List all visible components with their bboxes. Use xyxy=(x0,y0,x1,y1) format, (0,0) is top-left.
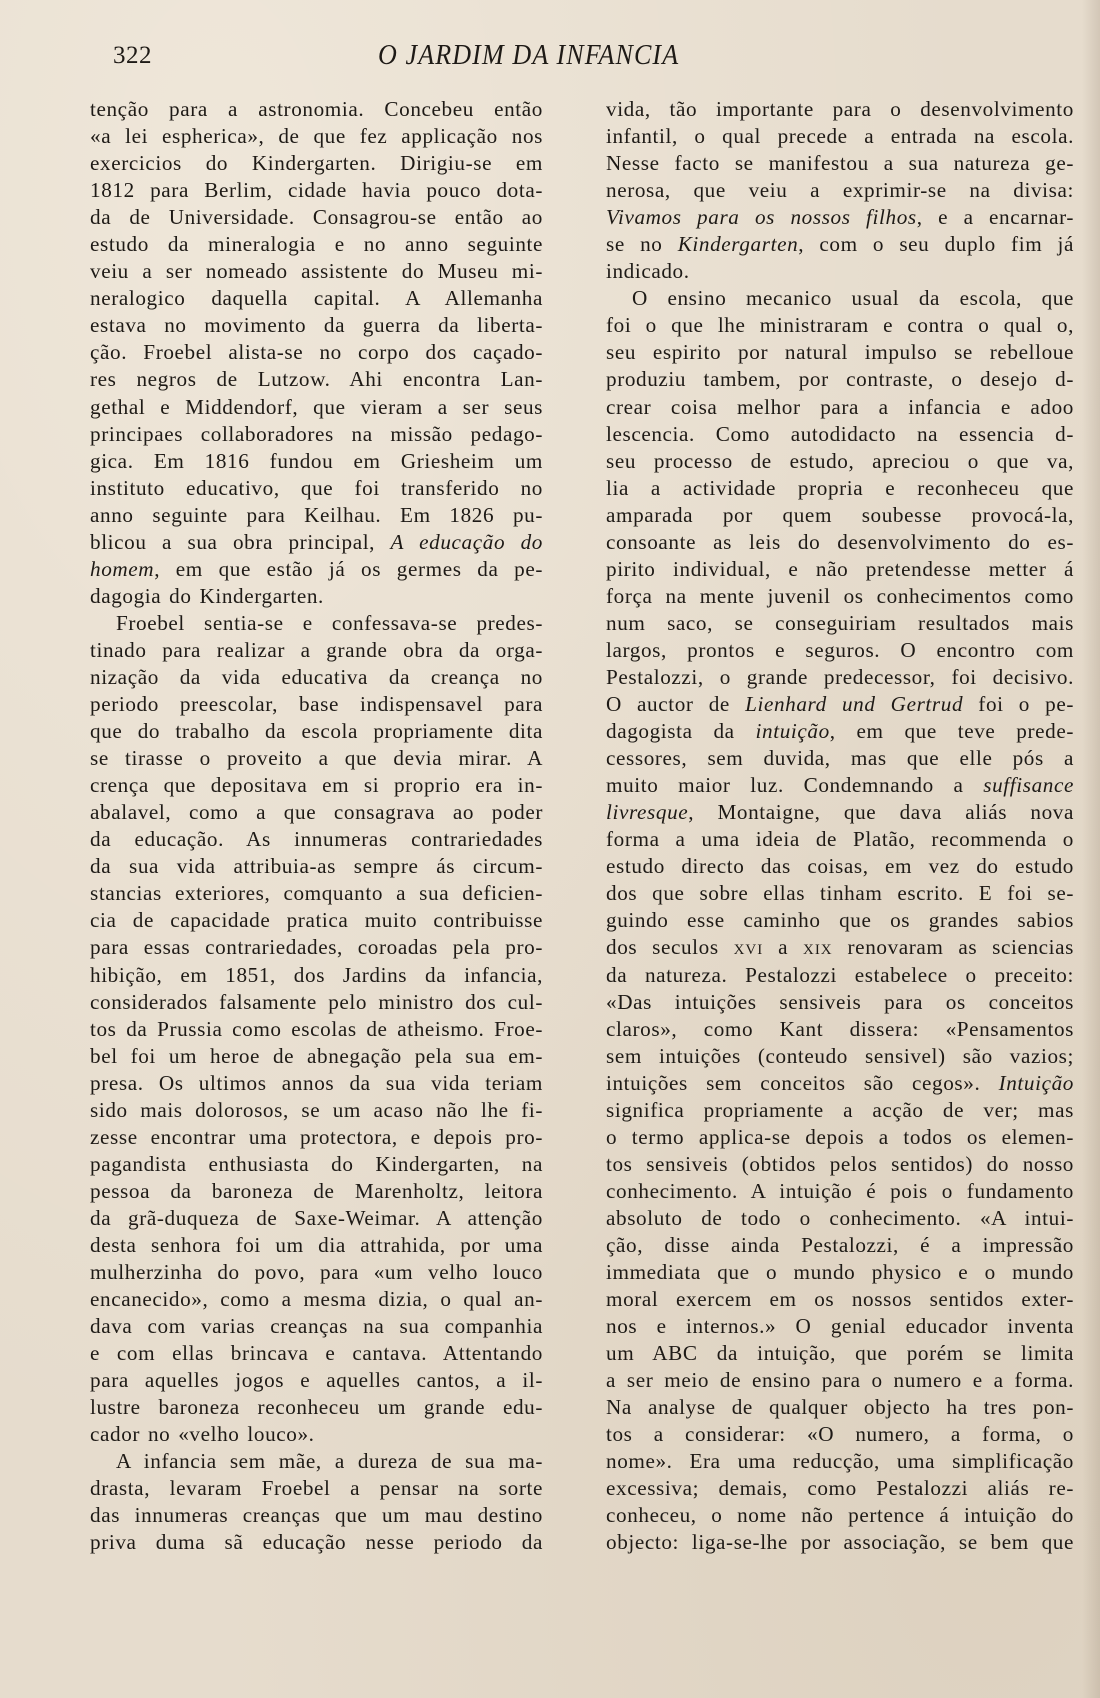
text-line: crear coisa melhor para a infancia e adoo xyxy=(606,394,1074,419)
text-line: crença que depositava em si proprio era in- xyxy=(90,773,543,798)
paragraph-start: O ensino mecanico usual da escola, que xyxy=(632,286,1074,311)
text-line: um ABC da intuição, que porém se limita xyxy=(606,1341,1074,1366)
text-line: anno seguinte para Keilhau. Em 1826 pu- xyxy=(90,502,543,527)
text-line: o termo applica-se depois a todos os elemen- xyxy=(606,1124,1074,1149)
text-run: muito maior luz. Condemnando a xyxy=(606,773,984,798)
text-line: priva duma sã educação nesse periodo da xyxy=(90,1530,543,1555)
text-line: veiu a ser nomeado assistente do Museu mi- xyxy=(90,259,543,284)
text-run: dos seculos xyxy=(606,935,734,960)
text-line: cador no «velho louco». xyxy=(90,1422,315,1447)
running-title: O JARDIM DA INFANCIA xyxy=(378,40,680,71)
text-line: nos e internos.» O genial educador inventa xyxy=(606,1314,1074,1339)
text-line: que do trabalho da escola propriamente dita xyxy=(90,719,543,744)
text-line: stancias exteriores, comquanto a sua deficien- xyxy=(90,881,543,906)
text-line: «Das intuições sensiveis para os conceitos xyxy=(606,989,1074,1014)
text-line: neralogico daquella capital. A Allemanha xyxy=(90,286,543,311)
text-line: nome». Era uma reducção, uma simplificação xyxy=(606,1449,1074,1474)
text-line: seu processo de estudo, apreciou o que va, xyxy=(606,448,1074,473)
text-run: O auctor de xyxy=(606,692,746,717)
text-line: largos, prontos e seguros. O encontro com xyxy=(606,637,1074,662)
text-line: lustre baroneza reconheceu um grande edu- xyxy=(90,1395,543,1420)
text-line: e com ellas brincava e cantava. Attentando xyxy=(90,1341,543,1366)
text-line: drasta, levaram Froebel a pensar na sorte xyxy=(90,1476,543,1501)
text-line xyxy=(606,799,1074,826)
text-line: mulherzinha do povo, para «um velho louco xyxy=(90,1260,543,1285)
text-line: nerosa, que veiu a exprimir-se na divisa: xyxy=(606,178,1074,203)
text-line xyxy=(606,772,1074,799)
text-line: estudo directo das coisas, em vez do estudo xyxy=(606,854,1074,879)
text-line xyxy=(90,529,543,556)
text-line: tinado para realizar a grande obra da orga- xyxy=(90,637,543,662)
text-line: estava no movimento da guerra da liberta- xyxy=(90,313,543,338)
paragraph-start: A infancia sem mãe, a dureza de sua ma- xyxy=(116,1449,543,1474)
text-line: da grã-duqueza de Saxe-Weimar. A attenção xyxy=(90,1205,543,1230)
term-italic: suffisance xyxy=(983,773,1074,798)
text-line: infantil, o qual precede a entrada na escola. xyxy=(606,124,1074,149)
text-line: principaes collaboradores na missão pedago- xyxy=(90,421,543,446)
text-line: das innumeras creanças que um mau destino xyxy=(90,1503,543,1528)
text-line: considerados falsamente pelo ministro dos cul- xyxy=(90,989,543,1014)
text-line xyxy=(606,204,1074,231)
text-line: instituto educativo, que foi transferido no xyxy=(90,475,543,500)
text-line: ção. Froebel alista-se no corpo dos caçado- xyxy=(90,340,543,365)
text-line: se tirasse o proveito a que devia mirar. A xyxy=(90,746,543,771)
text-line: pirito individual, e não pretendesse metter á xyxy=(606,556,1074,581)
text-line: para essas contrariedades, coroadas pela pro- xyxy=(90,935,543,960)
text-line: «a lei espherica», de que fez applicação nos xyxy=(90,124,543,149)
text-line: tos sensiveis (obtidos pelos sentidos) do nosso xyxy=(606,1151,1074,1176)
text-line xyxy=(90,556,543,583)
text-line: foi o que lhe ministraram e contra o qual o, xyxy=(606,313,1074,338)
text-line: num saco, se conseguiriam resultados mais xyxy=(606,610,1074,635)
text-line xyxy=(606,1070,1074,1097)
text-line: bel foi um heroe de abnegação pela sua em- xyxy=(90,1043,543,1068)
text-run: , e a encarnar- xyxy=(916,205,1074,230)
text-line: pessoa da baroneza de Marenholtz, leitora xyxy=(90,1178,543,1203)
text-run: blicou a sua obra principal, xyxy=(90,529,391,554)
text-line: periodo preescolar, base indispensavel para xyxy=(90,692,543,717)
text-line: dagogia do Kindergarten. xyxy=(90,583,324,608)
text-run: , em que estão já os germes da pe- xyxy=(154,556,543,581)
motto-italic: Vivamos para os nossos filhos xyxy=(606,205,917,230)
text-line: conheceu, o nome não pertence á intuição do xyxy=(606,1503,1074,1528)
text-line: lescencia. Como autodidacto na essencia d- xyxy=(606,421,1074,446)
text-line: para aquelles jogos e aquelles cantos, a il- xyxy=(90,1368,543,1393)
text-line: Nesse facto se manifestou a sua natureza ge- xyxy=(606,151,1074,176)
text-line: forma a uma ideia de Platão, recommenda o xyxy=(606,827,1074,852)
text-line: absoluto de todo o conhecimento. «A intui- xyxy=(606,1205,1074,1230)
text-line: moral exercem em os nossos sentidos exter- xyxy=(606,1287,1074,1312)
text-line xyxy=(606,934,1074,961)
text-line: tos a considerar: «O numero, a forma, o xyxy=(606,1422,1074,1447)
term-italic: livresque xyxy=(606,800,689,825)
text-line: gethal e Middendorf, que vieram a ser seus xyxy=(90,394,543,419)
text-line: res negros de Lutzow. Ahi encontra Lan- xyxy=(90,367,543,392)
text-line: Na analyse de qualquer objecto ha tres pon- xyxy=(606,1395,1074,1420)
text-line: força na mente juvenil os conhecimentos como xyxy=(606,583,1074,608)
text-line: desta senhora foi um dia attrahida, por uma xyxy=(90,1232,543,1257)
text-run: renovaram as sciencias xyxy=(832,935,1074,960)
text-line: sido mais dolorosos, se um acaso não lhe fi- xyxy=(90,1097,543,1122)
text-line: zesse encontrar uma protectora, e depois pro- xyxy=(90,1124,543,1149)
text-run: , em que teve prede- xyxy=(829,719,1075,744)
text-line: encanecido», como a mesma dizia, o qual an- xyxy=(90,1287,543,1312)
text-line: da natureza. Pestalozzi estabelece o preceito: xyxy=(606,962,1074,987)
text-line: immediata que o mundo physico e o mundo xyxy=(606,1260,1074,1285)
text-line xyxy=(606,718,1074,745)
text-line: guindo esse caminho que os grandes sabios xyxy=(606,908,1074,933)
text-line: Pestalozzi, o grande predecessor, foi decisivo. xyxy=(606,664,1074,689)
text-line: hibição, em 1851, dos Jardins da infancia, xyxy=(90,962,543,987)
text-run: intuições sem conceitos são cegos». xyxy=(606,1070,999,1095)
book-title-italic: homem xyxy=(90,556,155,581)
text-line: da sua vida attribuia-as sempre ás circum- xyxy=(90,854,543,879)
paragraph-start: Froebel sentia-se e confessava-se predes- xyxy=(116,610,543,635)
text-line: abalavel, como a que consagrava ao poder xyxy=(90,800,543,825)
text-line: nização da vida educativa da creança no xyxy=(90,664,543,689)
text-line: dos que sobre ellas tinham escrito. E foi se- xyxy=(606,881,1074,906)
text-line: 1812 para Berlim, cidade havia pouco dota- xyxy=(90,178,543,203)
text-line: seu espirito por natural impulso se rebelloue xyxy=(606,340,1074,365)
right-column xyxy=(606,96,1074,1557)
text-line: lia a actividade propria e reconheceu que xyxy=(606,475,1074,500)
text-line: da de Universidade. Consagrou-se então ao xyxy=(90,205,543,230)
text-run: foi o pe- xyxy=(963,692,1074,717)
text-line: vida, tão importante para o desenvolvimento xyxy=(606,97,1074,121)
book-title-italic: A educação do xyxy=(390,529,543,554)
text-line xyxy=(606,691,1074,718)
text-line: estudo da mineralogia e no anno seguinte xyxy=(90,232,543,257)
text-line: produziu tambem, por contraste, o desejo d- xyxy=(606,367,1074,392)
text-line: consoante as leis do desenvolvimento do es- xyxy=(606,529,1074,554)
text-run: , Montaigne, que dava aliás nova xyxy=(688,800,1074,825)
page-edge-shadow xyxy=(1082,0,1100,1698)
text-line xyxy=(606,231,1074,258)
text-line: significa propriamente a acção de ver; mas xyxy=(606,1097,1074,1122)
text-line: tenção para a astronomia. Concebeu então xyxy=(90,97,543,121)
text-line: tos da Prussia como escolas de atheismo. Froe- xyxy=(90,1016,543,1041)
text-line: dava com varias creanças na sua companhia xyxy=(90,1314,543,1339)
text-line: objecto: liga-se-lhe por associação, se bem que xyxy=(606,1530,1074,1555)
text-line: conhecimento. A intuição é pois o fundamento xyxy=(606,1178,1074,1203)
left-column xyxy=(90,96,543,1557)
roman-numeral: xvi xyxy=(733,935,764,960)
text-line: sem intuições (conteudo sensivel) são vazios; xyxy=(606,1043,1074,1068)
text-line: pagandista enthusiasta do Kindergarten, na xyxy=(90,1151,543,1176)
text-line: presa. Os ultimos annos da sua vida teriam xyxy=(90,1070,543,1095)
text-line: excessiva; demais, como Pestalozzi aliás re- xyxy=(606,1476,1074,1501)
text-line: da educação. As innumeras contrariedades xyxy=(90,827,543,852)
text-line: amparada por quem soubesse provocá-la, xyxy=(606,502,1074,527)
text-run: se no xyxy=(606,232,678,257)
text-line: cia de capacidade pratica muito contribuisse xyxy=(90,908,543,933)
text-line: ção, disse ainda Pestalozzi, é a impressão xyxy=(606,1232,1074,1257)
running-header xyxy=(0,38,1100,78)
text-line: indicado. xyxy=(606,259,690,284)
text-run: dagogista da xyxy=(606,719,756,744)
text-line: claros», como Kant dissera: «Pensamentos xyxy=(606,1016,1074,1041)
text-line: exercicios do Kindergarten. Dirigiu-se em xyxy=(90,151,543,176)
term-italic: Kindergarten xyxy=(677,232,799,257)
text-line: a ser meio de ensino para o numero e a forma. xyxy=(606,1368,1074,1393)
roman-numeral: xix xyxy=(802,935,833,960)
text-run: a xyxy=(763,935,803,960)
term-italic: Intuição xyxy=(998,1070,1074,1095)
text-run: , com o seu duplo fim já xyxy=(798,232,1074,257)
term-italic: intuição xyxy=(755,719,830,744)
text-line: cessores, sem duvida, mas que elle pós a xyxy=(606,746,1074,771)
page-number: 322 xyxy=(113,42,152,69)
text-line: gica. Em 1816 fundou em Griesheim um xyxy=(90,448,543,473)
book-title-italic: Lienhard und Gertrud xyxy=(745,692,964,717)
